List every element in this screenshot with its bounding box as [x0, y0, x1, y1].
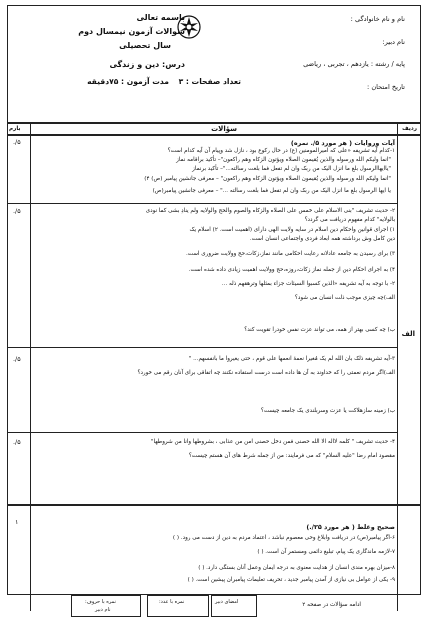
statement-6[interactable]: ۶-اگر پیامبر(ص) در دریافت وابلاغ وحی معصوم نباشد ، اعتماد مردم به دین از دست می رود. ( ): [172, 535, 395, 541]
footer-score-digits-label: نمره با عدد:: [159, 599, 185, 605]
student-name-field[interactable]: نام و نام خانوادگی :: [350, 15, 405, 23]
row-divider-3: [7, 432, 397, 433]
row-column-header: ردیف: [402, 126, 417, 132]
duration: مدت آزمون : ۷۵دقیقه: [87, 77, 169, 86]
exam-page: [7, 5, 421, 617]
q1-score: ۵/.: [13, 138, 21, 146]
section-b-score: ۱: [15, 518, 19, 526]
q3-part-b: ب) زمینه سازهلاکت یا عزت وسربلندی یک جامعه چیست؟: [260, 408, 395, 414]
q1-option-3[interactable]: "انما ولیکم الله ورسوله والذین یُقیمون الصلاه ویؤتون الزکاه وهم راکعون" – معرفی جانشین پیامبر (ص) ۴): [144, 176, 391, 182]
q2-hint-6[interactable]: ۴) به اجرای احکام دین از جمله نماز زکات،روزه،حج وولایت اهمیت زیادی داده شده است.: [188, 267, 395, 273]
teacher-name-field[interactable]: نام دبیر:: [382, 38, 405, 46]
q1-option-4[interactable]: یا ایها الرسول بلغ ما انزل الیک من ربک وان لم تفعل فما بلغت رسالته ..." – معرفی جانشین پیامبر(ص): [152, 188, 391, 194]
footer-teacher-sign-label: امضای دبیر: [215, 599, 239, 605]
q2-hint-3[interactable]: ۱) اجرای قوانین واحکام دین اسلام در سایه ولایت الهی دارای (اهمیت است. ۲) اسلام یک: [189, 227, 395, 233]
q2-hint-2: بالولایه" کدام مفهوم دریافت می گردد؟: [304, 217, 395, 223]
exam-title: سوالات آزمون نیمسال دوم: [78, 27, 185, 36]
row-divider-2: [7, 347, 397, 348]
q2-hint-4: دین کامل وش برداشته همه ابعاد فردی واجتماعی انسان است.: [249, 236, 395, 242]
footer-teacher-name-label: نام دبیر: [95, 607, 111, 613]
q1-stem: ۱-کدام آیه تشریفه «علی که امیرالمومنین (ع) در حال رکوع بود ، نازل شد وپیام آن آیه کدام است؟: [167, 148, 395, 154]
exam-date-field[interactable]: تاریخ امتحان :: [367, 83, 405, 91]
q3-part-a: الف)اگر مردم نعمتی را که خداوند به آن ها داده است درست استفاده نکنند چه اتفاقی برای آنان رقم می خورد؟: [137, 370, 395, 376]
row-divider-1: [7, 203, 397, 204]
q1-option-1[interactable]: "انما ولیکم الله ورسوله والذین یُقیمون الصلاه ویؤتون الزکاه وهم راکعون"– تأکید براقامه نماز: [176, 157, 391, 163]
footer-score-words-label: نمره با حروف:: [85, 599, 116, 605]
page-count: تعداد صفحات : ۳: [178, 77, 241, 86]
q4-stem: ۴- حدیث تشریف " کلمه لااله الا الله حصنی فمن دخل حصنی امن من عذابی ، بشروطها وانا من شروطها": [150, 439, 395, 445]
q2-stem: ۲- با توجه به آیه تشریفه «الذین کسبوا السیئات جزاء بمثلها وترهقهم ذله ...: [221, 281, 395, 287]
statement-7[interactable]: ۷-لازمه ماندگاری یک پیام، تبلیغ دائمی ومستمر آن است. ( ): [257, 549, 395, 555]
q2-part-b: ب) چه کسی بهتر از همه، می تواند عزت نفس خودرا تقویت کند؟: [244, 327, 395, 333]
q2-score: ۵/.: [13, 207, 21, 215]
section-a-row-label: الف: [401, 330, 415, 338]
subject: درس: دین و زندگی: [109, 60, 185, 69]
basmala: باسمه تعالی: [136, 13, 185, 22]
statement-9[interactable]: ۹- یکی از عوامل بی نیازی از آمدن پیامبر جدید ، تحریف تعلیمات پیامبران پیشین است. ( ): [187, 577, 395, 583]
score-column-header: بارم: [9, 126, 21, 132]
q3-stem: ۳-آیه تشریفه ذلک بان الله لم یک مُغیرا نعمهٔ انعمها علی قوم ، حتی یغیروا ما بانفسهم... ": [188, 356, 395, 362]
q3-score: ۵/.: [13, 355, 21, 363]
q4-score: ۵/.: [13, 438, 21, 446]
section-b-title: صحیح وغلط ( هر مورد ۲۵/.): [306, 523, 395, 531]
questions-column-header: سؤالات: [211, 125, 237, 133]
year-label: سال تحصیلی: [119, 41, 171, 50]
q2-hint-1: ۲- حدیث تشریف "بنی الاسلام علی خمس علی الصلاه والزکاه والصوم والحج والولایه ولم ینادِ بشی کما نودی: [145, 208, 395, 214]
section-a-title: آیات وروایات ( هر مورد ۵/. نمره): [290, 139, 395, 147]
q2-hint-5[interactable]: ۳) برای رسیدن به جامعه عادلانه رعایت احکامی مانند نماز،زکات،حج وولایت ضروری است.: [185, 251, 395, 257]
statement-8[interactable]: ۸-میزان بهره مندی انسان از هدایت معنوی به درجه ایمان وعمل آنان بستگی دارد. ( ): [198, 565, 395, 571]
grade-field: پایه / رشته : یازدهم ، تجربی ، ریاضی: [303, 60, 405, 68]
continue-note: ادامه سؤالات در صفحه ۲: [302, 602, 361, 608]
q1-option-2[interactable]: "یاایهاالرسول بلغ ما انزل الیک من ربک وان لم تفعل فما بلغت رسالته..."– تأکید برنماز: [192, 166, 391, 172]
q4-question: مقصود امام رضا "علیه السلام" که می فرمایند: من از جمله شرط های آن هستم چیست؟: [188, 453, 395, 459]
q2-part-a: الف)چه چیزی موجب ذلت انسان می شود؟: [294, 295, 395, 301]
